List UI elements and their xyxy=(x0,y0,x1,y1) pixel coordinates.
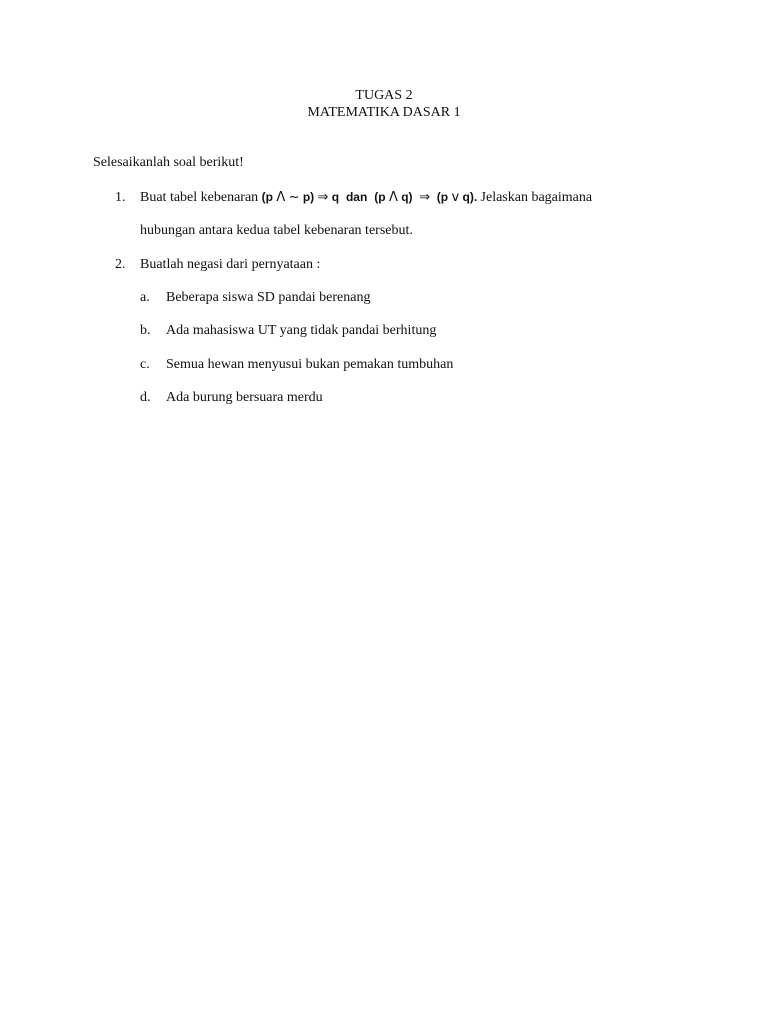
question-2 xyxy=(115,257,320,273)
formula-1 xyxy=(262,190,343,204)
and-operator: Λ xyxy=(388,190,398,205)
item-text: Semua hewan menyusui bukan pemakan tumbuhan xyxy=(166,357,454,372)
and-operator: Λ xyxy=(276,190,286,205)
negation-operator: ~ xyxy=(288,190,300,205)
formula-token: p) xyxy=(302,190,315,204)
question-1 xyxy=(115,190,592,206)
list-item xyxy=(140,290,370,306)
question-tail: Jelaskan bagaimana xyxy=(480,190,593,205)
list-item xyxy=(140,390,323,406)
implies-operator: ⇒ xyxy=(419,190,431,205)
item-text: Ada burung bersuara merdu xyxy=(166,390,323,405)
formula-2 xyxy=(374,190,480,204)
list-item xyxy=(140,323,436,339)
item-letter: a. xyxy=(140,290,150,305)
item-letter: d. xyxy=(140,390,151,405)
question-number: 2. xyxy=(115,257,126,272)
question-1-continuation: hubungan antara kedua tabel kebenaran tersebut. xyxy=(140,223,413,238)
question-text: Buatlah negasi dari pernyataan : xyxy=(140,257,321,272)
implies-operator: ⇒ xyxy=(317,190,329,205)
or-operator: v xyxy=(451,190,460,205)
question-lead: Buat tabel kebenaran xyxy=(140,190,259,205)
connector-word: dan xyxy=(345,190,368,204)
formula-token: (p xyxy=(436,190,449,204)
formula-token: q). xyxy=(462,190,478,204)
formula-token: (p xyxy=(261,190,273,204)
formula-token: q) xyxy=(401,190,413,204)
formula-token: q xyxy=(331,190,340,204)
item-text: Beberapa siswa SD pandai berenang xyxy=(166,290,371,305)
list-item xyxy=(140,357,453,373)
formula-token: (p xyxy=(374,190,386,204)
question-number: 1. xyxy=(115,190,126,205)
instruction-text: Selesaikanlah soal berikut! xyxy=(93,155,244,170)
item-letter: b. xyxy=(140,323,151,338)
item-text: Ada mahasiswa UT yang tidak pandai berhitung xyxy=(166,323,437,338)
document-header xyxy=(0,87,768,121)
item-letter: c. xyxy=(140,357,150,372)
document-subtitle: MATEMATIKA DASAR 1 xyxy=(307,105,461,120)
document-title: TUGAS 2 xyxy=(355,88,413,103)
